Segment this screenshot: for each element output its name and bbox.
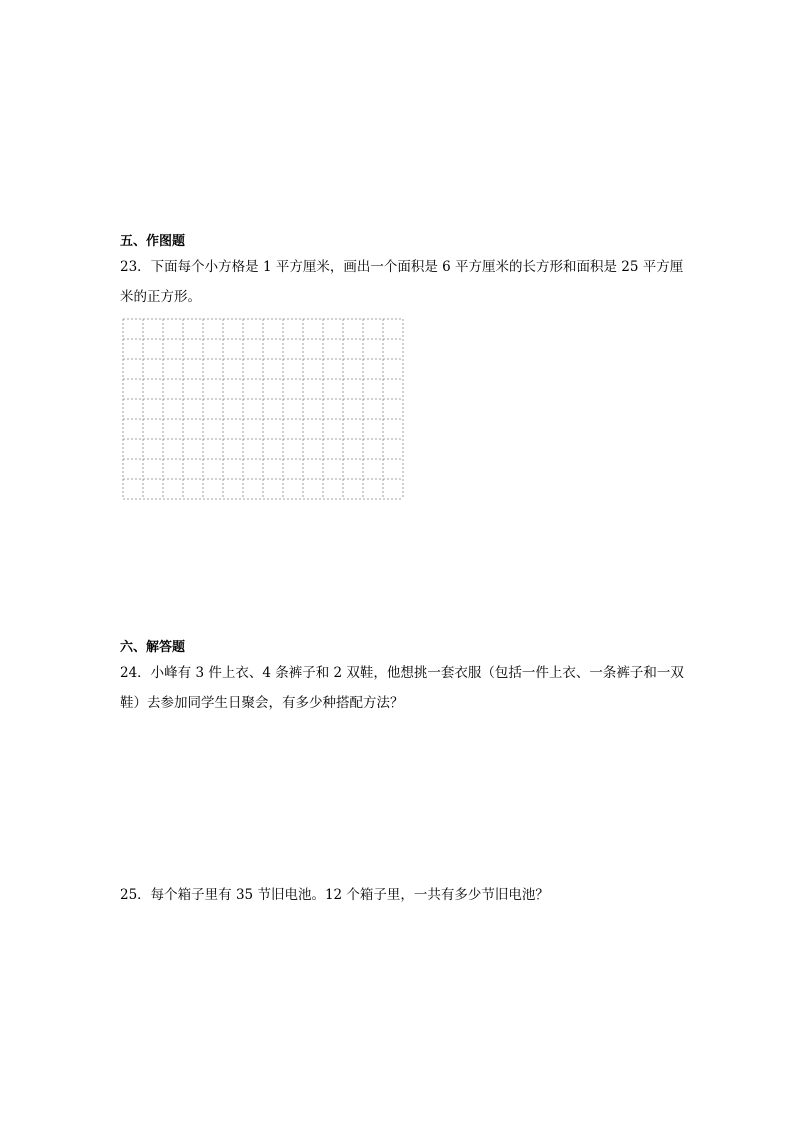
question-25: 25．每个箱子里有 35 节旧电池。12 个箱子里，一共有多少节旧电池？ [120,887,549,903]
question-24: 24．小峰有 3 件上衣、4 条裤子和 2 双鞋，他想挑一套衣服（包括一件上衣、一条裤子和一双鞋）去参加同学生日聚会，有多少种搭配方法？ [120,665,684,711]
question-23: 23．下面每个小方格是 1 平方厘米，画出一个面积是 6 平方厘米的长方形和面积是 25 平方厘米的正方形。 [120,259,684,305]
drawing-grid[interactable] [122,318,406,500]
section-title-drawing: 五、作图题 [120,234,186,249]
grid-lines [123,319,403,499]
section-title-answer: 六、解答题 [120,640,186,655]
